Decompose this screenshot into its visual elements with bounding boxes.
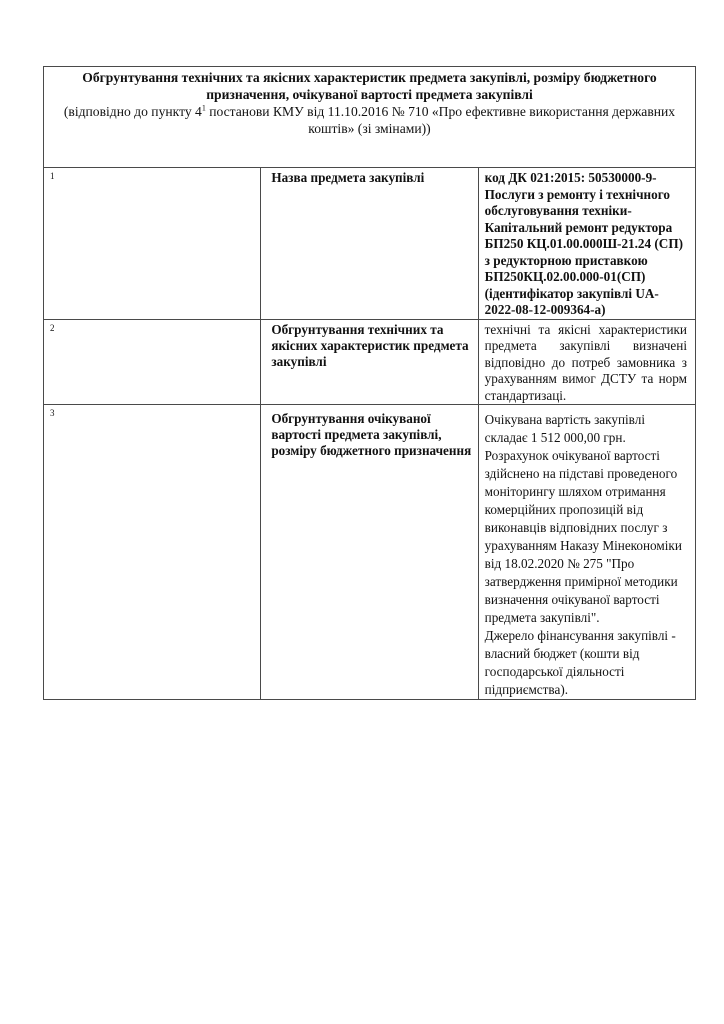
- subtitle-start: (відповідно до пункту 4: [63, 104, 202, 119]
- table-header-row: [44, 67, 696, 168]
- row-label: Обгрунтування очікуваної вартості предмета закупівлі, розміру бюджетного призначення: [261, 405, 478, 700]
- row-value: код ДК 021:2015: 50530000-9- Послуги з ремонту і технічного обслуговування техніки- Капітальний ремонт редуктора БП250 КЦ.01.00.000Ш-21.24 (СП) з редукторною приставкою БП250КЦ.02.00.000-01(СП) (ідентифікатор закупівлі UA-2022-08-12-009364-а): [478, 168, 695, 320]
- row-number: 2: [44, 319, 261, 405]
- subtitle-end: постанови КМУ від 11.10.2016 № 710 «Про ефективне використання державних коштів» (зі змінами)): [205, 104, 676, 136]
- justification-table: [43, 66, 696, 700]
- row-value: [478, 405, 695, 700]
- table-header-cell: [44, 67, 696, 168]
- table-row: [44, 405, 696, 700]
- row-label: Обгрунтування технічних та якісних характеристик предмета закупівлі: [261, 319, 478, 405]
- row-number: 3: [44, 405, 261, 700]
- expected-cost-line: Очікувана вартість закупівлі складає 1 512 000,00 грн.: [484, 412, 645, 445]
- subtitle-superscript: 1: [201, 103, 206, 113]
- row-number: 1: [44, 168, 261, 320]
- row-label: Назва предмета закупівлі: [261, 168, 478, 320]
- row-value: технічні та якісні характеристики предмета закупівлі визначені відповідно до потреб замовника з урахуванням вимог ДСТУ та норм стандартизаці.: [478, 319, 695, 405]
- document-subtitle: [44, 103, 695, 137]
- calculation-basis-text: Розрахунок очікуваної вартості здійснено на підставі проведеного моніторингу шляхом отримання комерційних пропозицій від виконавців відповідних послуг з урахуванням Наказу Мінекономіки від 18.02.2020 № 275 "Про затвердження примірної методики визначення очікуваної вартості предмета закупівлі".: [484, 448, 682, 625]
- funding-source-text: Джерело фінансування закупівлі - власний бюджет (кошти від господарської діяльності підприємства).: [484, 628, 676, 697]
- document-title: Обгрунтування технічних та якісних характеристик предмета закупівлі, розміру бюджетного призначення, очікуваної вартості предмета закупівлі: [82, 70, 657, 102]
- table-row: [44, 168, 696, 320]
- table-row: [44, 319, 696, 405]
